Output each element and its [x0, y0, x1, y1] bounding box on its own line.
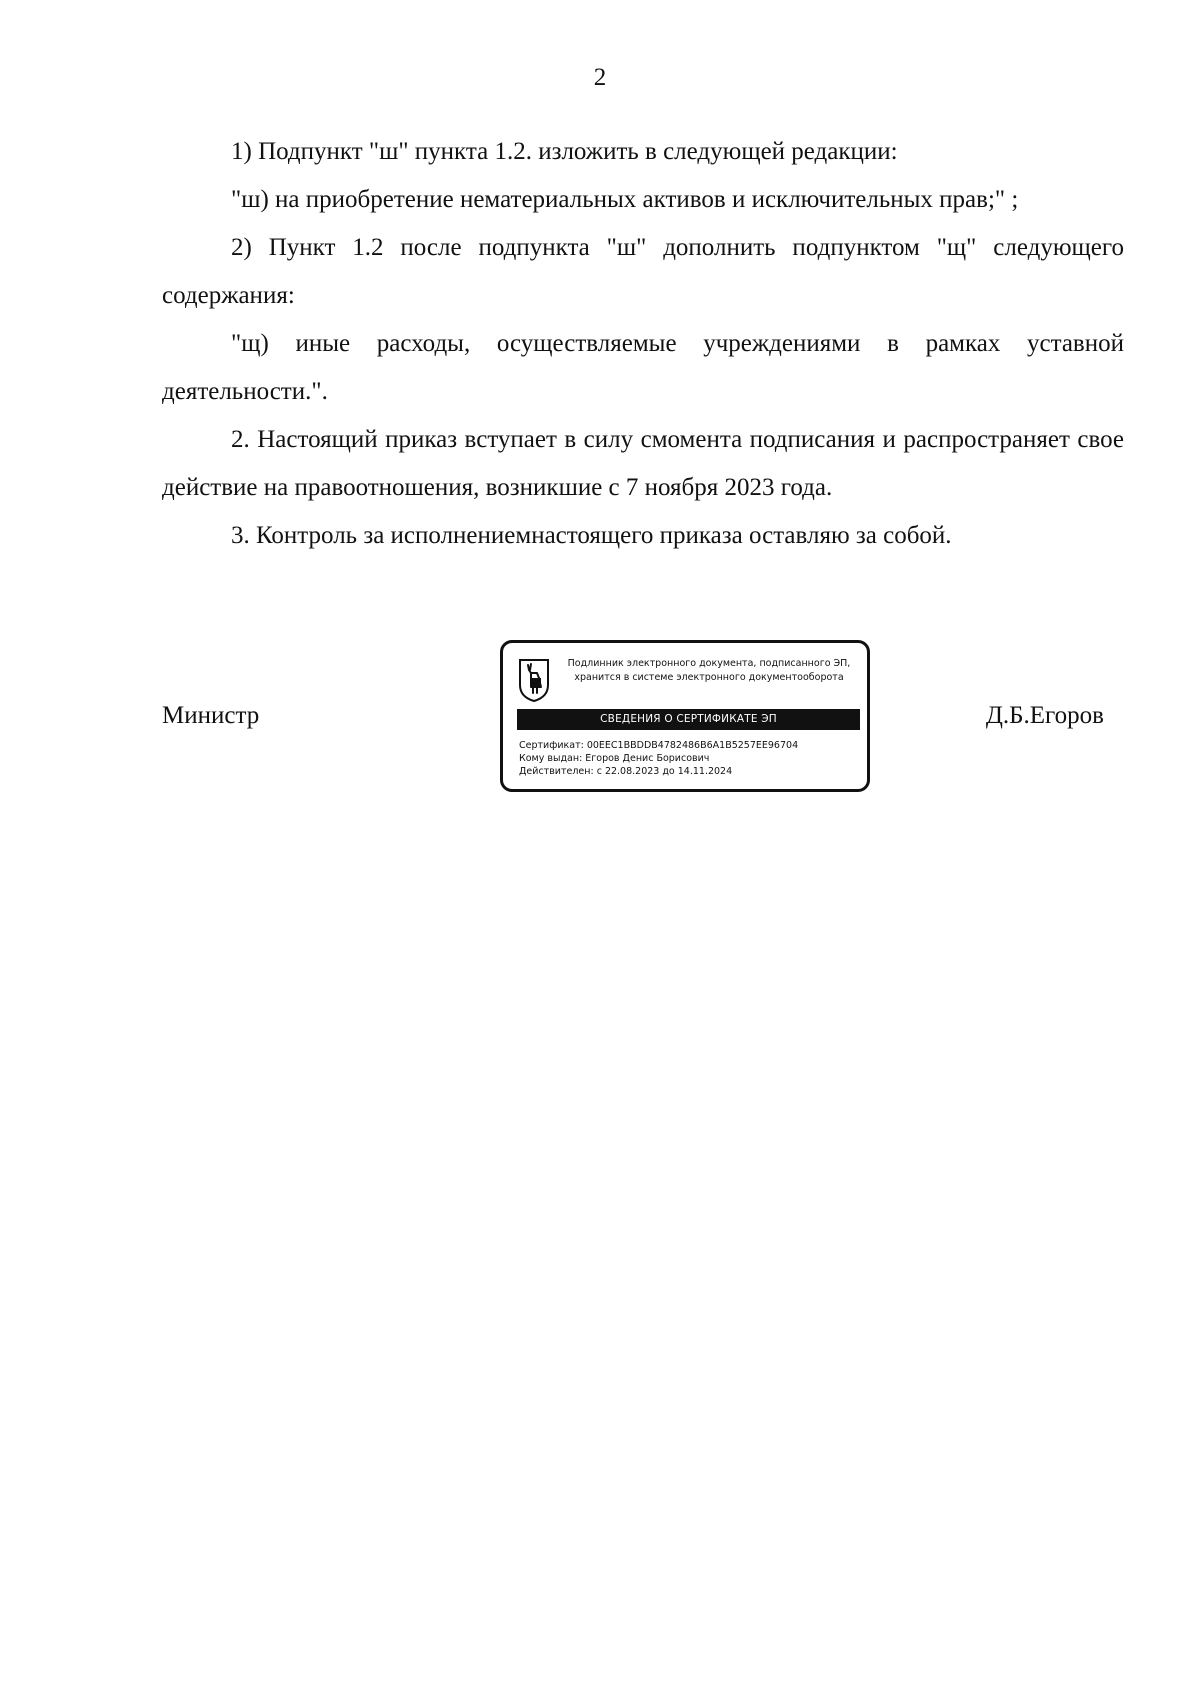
stamp-notice-line-2: хранится в системе электронного документооборота [574, 672, 844, 683]
deer-emblem-icon [517, 657, 551, 703]
electronic-signature-stamp [500, 640, 870, 792]
paragraph-3: 2) Пункт 1.2 после подпункта "ш" дополнить подпунктом "щ" следующего содержания: [162, 234, 1124, 309]
paragraph-5: 2. Настоящий приказ вступает в силу смомента подписания и распространяет свое действие на правоотношения, возникшие с 7 ноября 2023 года. [162, 426, 1124, 501]
stamp-notice [555, 657, 863, 685]
signer-position: Министр [162, 702, 260, 729]
document-body [162, 128, 1124, 560]
paragraph-2: "ш) на приобретение нематериальных активов и исключительных прав;" ; [231, 186, 1019, 213]
page-number: 2 [593, 64, 607, 91]
paragraph-1: 1) Подпункт "ш" пункта 1.2. изложить в следующей редакции: [231, 138, 898, 165]
stamp-header: СВЕДЕНИЯ О СЕРТИФИКАТЕ ЭП [517, 709, 860, 730]
paragraph-6: 3. Контроль за исполнениемнастоящего приказа оставляю за собой. [231, 522, 952, 549]
stamp-details [519, 739, 859, 778]
stamp-certificate: Сертификат: 00EEC1BBDDB4782486B6A1B5257EE96704 [519, 740, 799, 751]
signer-name: Д.Б.Егоров [985, 702, 1104, 729]
stamp-notice-line-1: Подлинник электронного документа, подписанного ЭП, [567, 658, 851, 669]
stamp-validity: Действителен: с 22.08.2023 до 14.11.2024 [519, 766, 733, 777]
paragraph-4: "щ) иные расходы, осуществляемые учреждениями в рамках уставной деятельности.". [162, 330, 1124, 405]
stamp-issued-to: Кому выдан: Егоров Денис Борисович [519, 753, 710, 764]
